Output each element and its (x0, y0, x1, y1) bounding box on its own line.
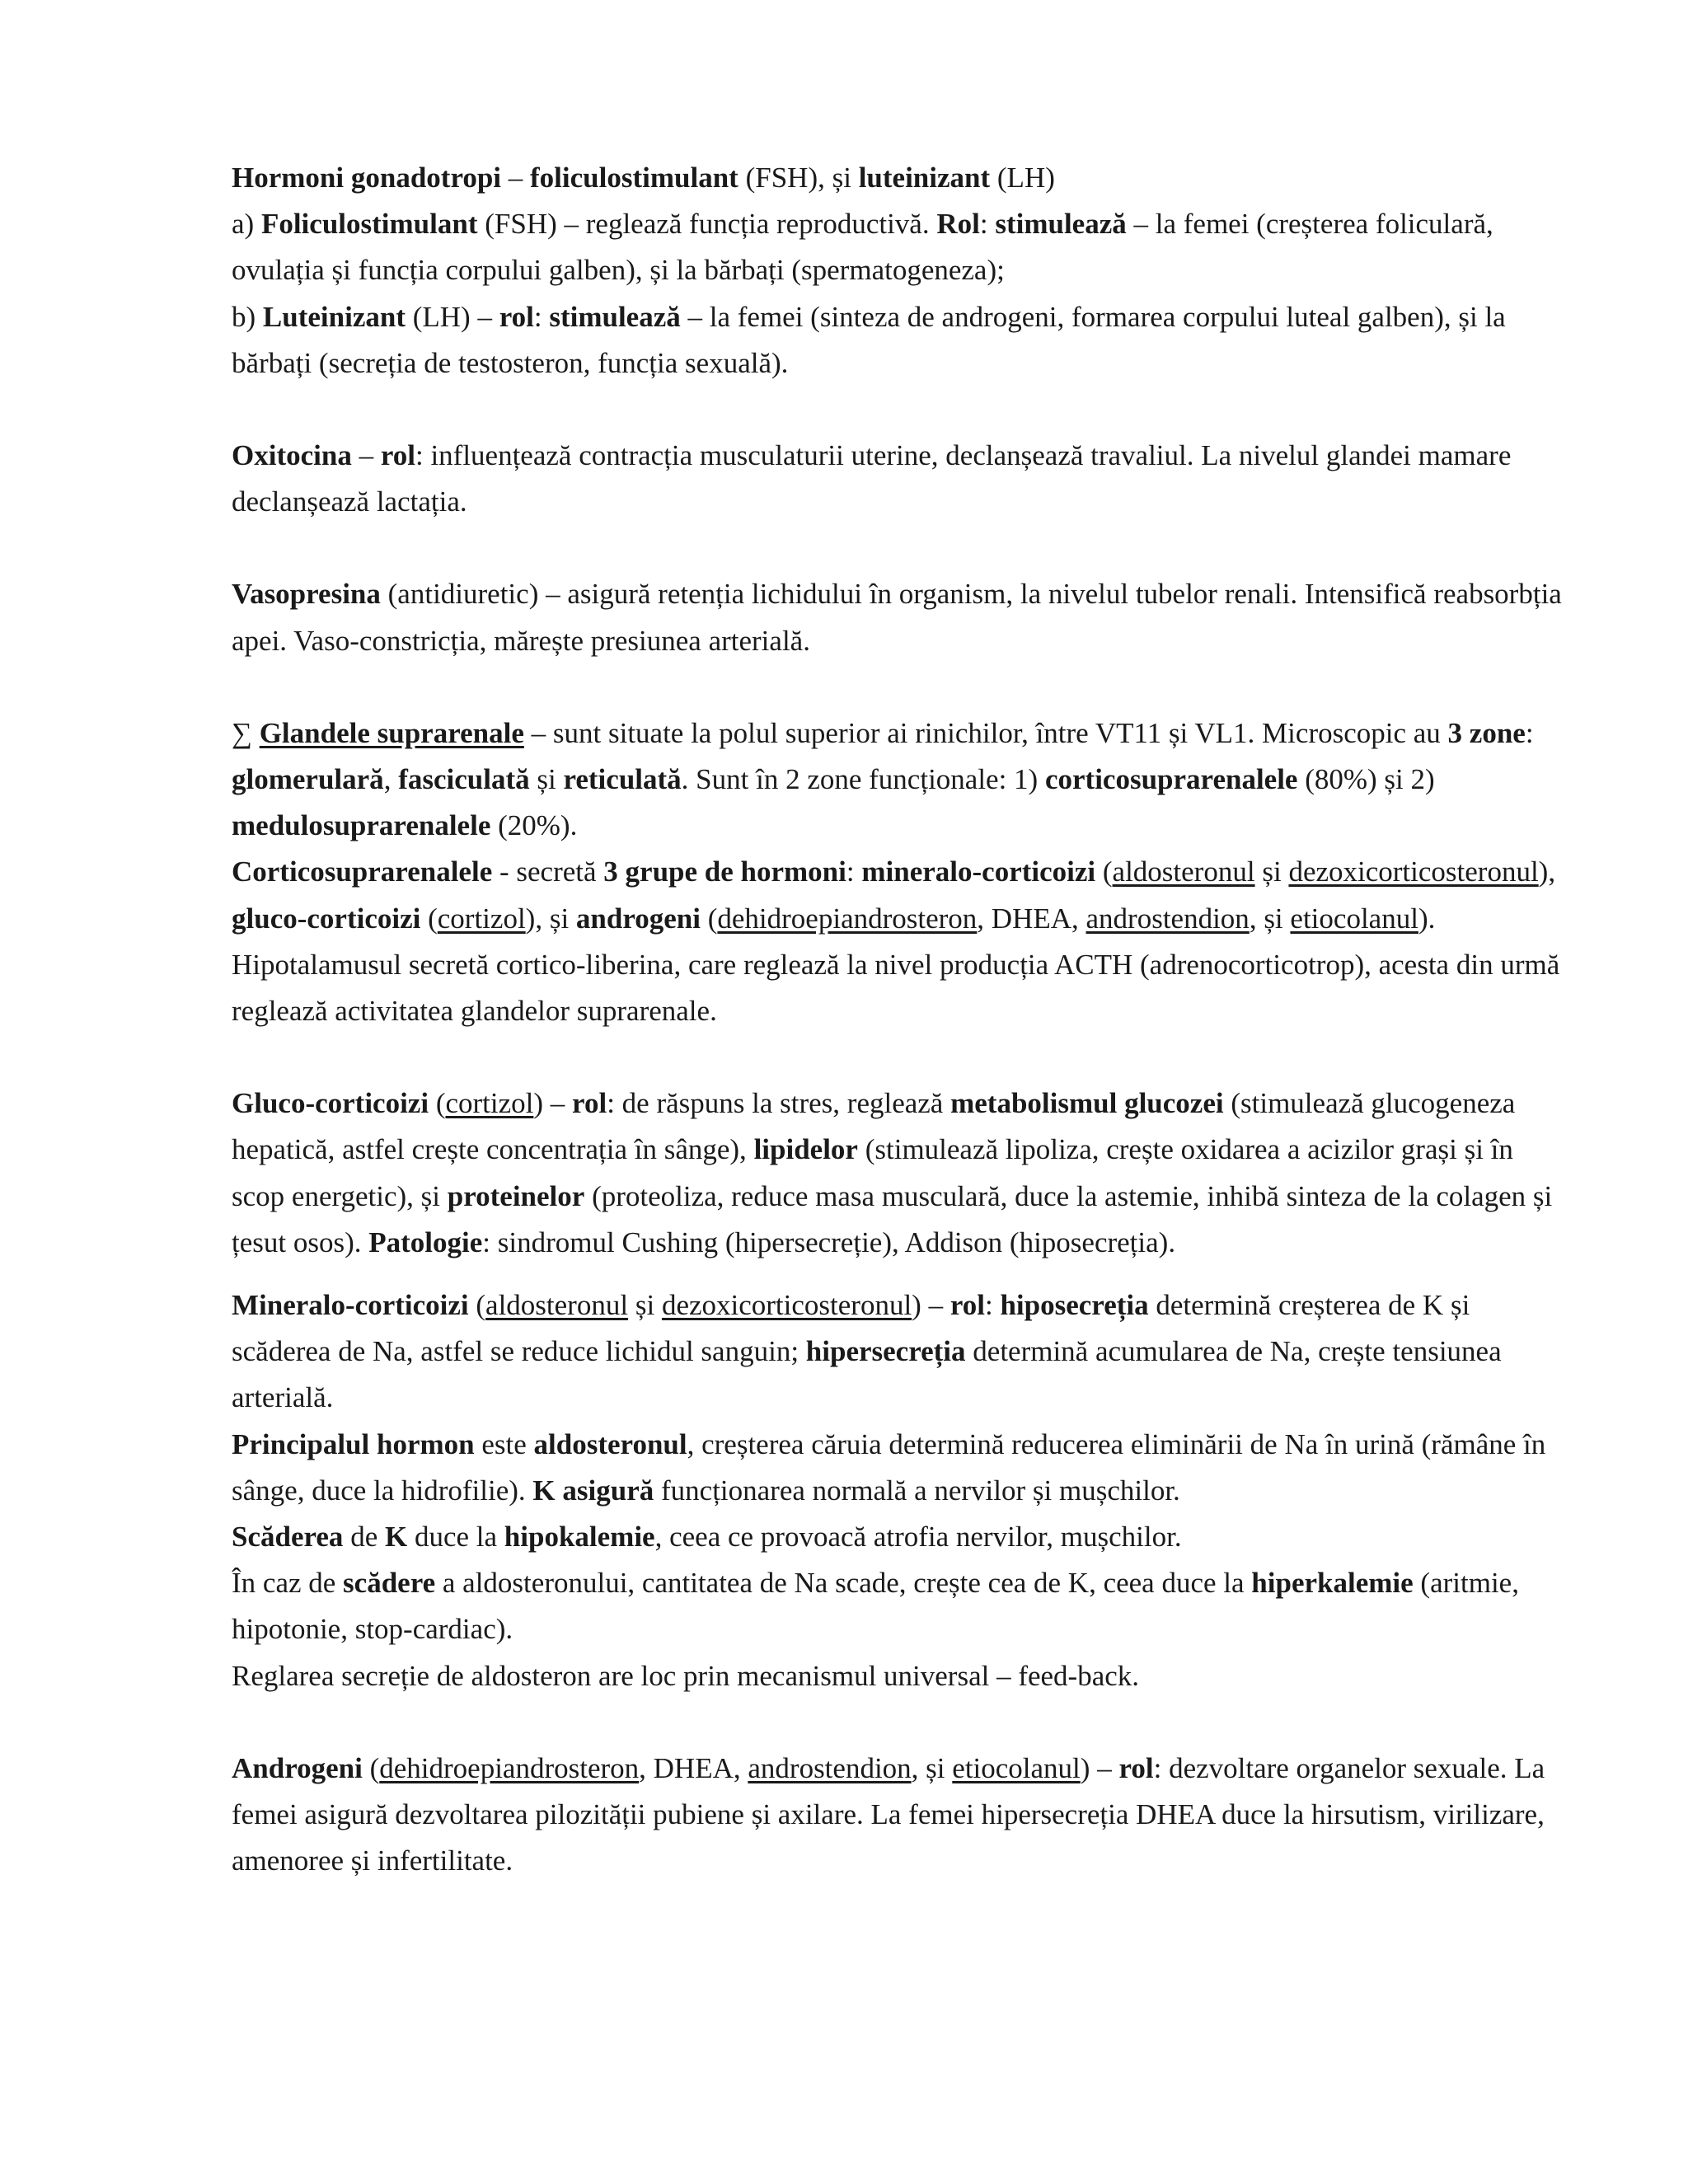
text: Reglarea secreție de aldosteron are loc prin mecanismul universal – feed-back. (232, 1659, 1140, 1692)
text-line (232, 294, 1567, 387)
text: : sindromul Cushing (hipersecreție), Addison (hiposecreția). (482, 1226, 1176, 1258)
text-line (232, 710, 1567, 850)
bold-text: Androgeni (232, 1751, 363, 1784)
text: , și (911, 1751, 953, 1784)
text: : (846, 855, 862, 888)
paragraph-gonadotropi (232, 155, 1567, 387)
bold-text: gluco-corticoizi (232, 902, 421, 935)
document-body (232, 155, 1567, 1885)
text: de (343, 1521, 385, 1554)
text: ( (468, 1289, 486, 1322)
bold-text: Oxitocina (232, 439, 352, 472)
bold-text: mineralo-corticoizi (861, 855, 1096, 888)
text: , DHEA, (639, 1751, 748, 1784)
text: (aritmie, hipotonie, stop-cardiac). (232, 1567, 1519, 1646)
bold-text: Vasopresina (232, 578, 381, 611)
bold-text: Mineralo-corticoizi (232, 1289, 469, 1322)
text: și (1254, 855, 1289, 888)
underlined-text: dehidroepiandrosteron (379, 1751, 640, 1784)
text: (FSH) – reglează funcția reproductivă. (477, 208, 937, 241)
text: ) – (533, 1087, 573, 1120)
text: ) – (1080, 1751, 1119, 1784)
bold-text: 3 zone (1447, 716, 1526, 749)
text: determină acumularea de Na, crește tensiunea arterială. (232, 1335, 1502, 1414)
text: este (474, 1427, 534, 1460)
paragraph-spacer (232, 387, 1567, 433)
text: funcționarea normală a nervilor și mușchilor. (654, 1474, 1180, 1507)
paragraph-spacer (232, 1034, 1567, 1080)
text: În caz de (232, 1567, 344, 1600)
bold-text: rol (572, 1087, 607, 1120)
bold-text: Foliculostimulant (260, 208, 478, 241)
bold-text: Patologie (368, 1226, 483, 1258)
paragraph-spacer (232, 1699, 1567, 1746)
bold-text: reticulată (563, 763, 682, 796)
text: (80%) și 2) (1297, 763, 1435, 796)
bold-text: Rol (936, 208, 980, 241)
text: (LH) – (405, 300, 499, 333)
bold-text: lipidelor (753, 1133, 858, 1166)
text: (FSH), și (738, 162, 859, 194)
text: – (351, 439, 381, 472)
heading-text (260, 717, 524, 749)
paragraph-androgeni (232, 1746, 1567, 1885)
bold-text: stimulează (549, 300, 681, 333)
bold-text: glomerulară (232, 763, 384, 796)
text: – (501, 162, 531, 194)
bold-text: K (384, 1521, 408, 1554)
bold-text: proteinelor (447, 1179, 585, 1212)
text: , (383, 763, 399, 796)
text: – la femei (creșterea foliculară, ovulația și funcția corpului galben), și la bărbați (spermatogeneza); (232, 208, 1493, 287)
paragraph-spacer (232, 664, 1567, 710)
text: : de răspuns la stres, reglează (607, 1087, 951, 1120)
bold-text: corticosuprarenalele (1044, 763, 1298, 796)
text: ( (1095, 855, 1113, 888)
text: ), și (525, 902, 576, 935)
paragraph-gluco-corticoizi (232, 1080, 1567, 1266)
text: (stimulează lipoliza, crește oxidarea a acizilor grași și în scop energetic), și (232, 1133, 1513, 1212)
text: ( (420, 902, 438, 935)
bold-text: Scăderea (232, 1521, 344, 1554)
underlined-text: dezoxicorticosteronul (661, 1289, 912, 1322)
text: : (1525, 716, 1534, 749)
text: ( (429, 1087, 446, 1120)
underlined-text: androstendion (748, 1751, 912, 1784)
text: ) – (912, 1289, 950, 1322)
underlined-text: androstendion (1085, 902, 1250, 935)
text-line (232, 1746, 1567, 1885)
underlined-text: aldosteronul (1112, 855, 1255, 888)
text: ), (1538, 855, 1556, 888)
text: – sunt situate la polul superior ai rinichilor, între VT11 și VL1. Microscopic au (523, 716, 1448, 749)
bold-text: Luteinizant (262, 300, 406, 333)
bold-text: Corticosuprarenalele (232, 855, 493, 888)
bold-text: rol (380, 439, 415, 472)
underlined-text: cortizol (437, 902, 526, 935)
bold-text: rol (950, 1289, 985, 1322)
paragraph-mineralo-corticoizi (232, 1282, 1567, 1699)
underlined-text: dezoxicorticosteronul (1288, 855, 1539, 888)
text-line (232, 1422, 1567, 1514)
text: ( (700, 902, 718, 935)
text: (LH) (990, 162, 1055, 194)
underlined-text: dehidroepiandrosteron (717, 902, 978, 935)
bold-text: androgeni (575, 902, 701, 935)
text: : (533, 300, 550, 333)
text: - secretă (492, 855, 604, 888)
text: , ceea ce provoacă atrofia nervilor, mușchilor. (654, 1521, 1182, 1554)
text: determină creșterea de K și scăderea de Na, astfel se reduce lichidul sanguin; (232, 1289, 1470, 1368)
text: , creșterea căruia determină reducerea eliminării de Na în urină (rămâne în sânge, duce la hidrofilie). (232, 1427, 1546, 1507)
bold-text: hiposecreția (1000, 1289, 1149, 1322)
text-line (232, 433, 1567, 525)
text-line (232, 849, 1567, 1034)
bold-text: foliculostimulant (530, 162, 738, 194)
bold-text: rol (1118, 1751, 1154, 1784)
text-line (232, 1282, 1567, 1422)
bold-text: medulosuprarenalele (232, 809, 491, 842)
text: (proteoliza, reduce masa musculară, duce la astemie, inhibă sinteza de la colagen și țesut osos). (232, 1179, 1553, 1258)
paragraph-vasopresina (232, 571, 1567, 663)
text: : dezvoltare organelor sexuale. La femei asigură dezvoltarea pilozității pubiene și axilare. La femei hipersecreția DHEA duce la hirsutism, virilizare, amenoree și infertilitate. (232, 1751, 1545, 1877)
text: duce la (407, 1521, 504, 1554)
text: (antidiuretic) – asigură retenția lichidului în organism, la nivelul tubelor renali. Intensifică reabsorbția apei. Vaso-constricția, mărește presiunea arterială. (232, 578, 1562, 657)
bold-text: metabolismul glucozei (950, 1087, 1224, 1120)
text: (stimulează glucogeneza hepatică, astfel crește concentrația în sânge), (232, 1087, 1516, 1166)
text: ). Hipotalamusul secretă cortico-liberina, care reglează la nivel producția ACTH (adrenocorticotrop), acesta din urmă reglează activitatea glandelor suprarenale. (232, 902, 1560, 1028)
text: . Sunt în 2 zone funcționale: 1) (681, 763, 1045, 796)
bold-text: stimulează (995, 208, 1127, 241)
text-line (232, 1080, 1567, 1266)
bold-text: hipokalemie (504, 1521, 655, 1554)
text: : influențează contracția musculaturii uterine, declanșează travaliul. La nivelul glandei mamare declanșează lactația. (232, 439, 1512, 518)
bold-text: Principalul hormon (232, 1427, 475, 1460)
text: : (984, 1289, 1001, 1322)
text: : (979, 208, 996, 241)
text-line (232, 1653, 1567, 1699)
text: și (529, 763, 564, 796)
text: și (628, 1289, 662, 1322)
text: , și (1249, 902, 1291, 935)
text-line (232, 155, 1567, 201)
text-line (232, 571, 1567, 663)
bold-text: 3 grupe de hormoni (603, 855, 846, 888)
text: a) (232, 208, 261, 241)
paragraph-glandele-suprarenale (232, 710, 1567, 1034)
underlined-text: cortizol (445, 1087, 534, 1120)
bold-text: rol (499, 300, 534, 333)
text-line (232, 201, 1567, 293)
text: b) (232, 300, 263, 333)
underlined-text: etiocolanul (1290, 902, 1418, 935)
text: ∑ (232, 716, 260, 749)
text: , DHEA, (977, 902, 1086, 935)
text-line (232, 1514, 1567, 1560)
bold-text: Hormoni gonadotropi (232, 162, 502, 194)
bold-text: hipersecreția (805, 1335, 966, 1368)
paragraph-spacer (232, 525, 1567, 571)
bold-text: hiperkalemie (1251, 1567, 1414, 1600)
text: a aldosteronului, cantitatea de Na scade, crește cea de K, ceea duce la (435, 1567, 1252, 1600)
underlined-text: etiocolanul (952, 1751, 1081, 1784)
bold-text: scădere (343, 1567, 436, 1600)
bold-text: aldosteronul (533, 1427, 687, 1460)
bold-text: fasciculată (398, 763, 530, 796)
bold-text: luteinizant (858, 162, 991, 194)
underlined-text: aldosteronul (485, 1289, 629, 1322)
text: ( (362, 1751, 380, 1784)
bold-text: K asigură (532, 1474, 654, 1507)
text: – la femei (sinteza de androgeni, formarea corpului luteal galben), și la bărbați (secreția de testosteron, funcția sexuală). (232, 300, 1506, 379)
text-line (232, 1560, 1567, 1652)
bold-text: Gluco-corticoizi (232, 1087, 429, 1120)
text: (20%). (490, 809, 578, 842)
bold-underlined-text: Glandele suprarenale (259, 716, 524, 749)
paragraph-oxitocina (232, 433, 1567, 525)
paragraph-spacer (232, 1266, 1567, 1282)
